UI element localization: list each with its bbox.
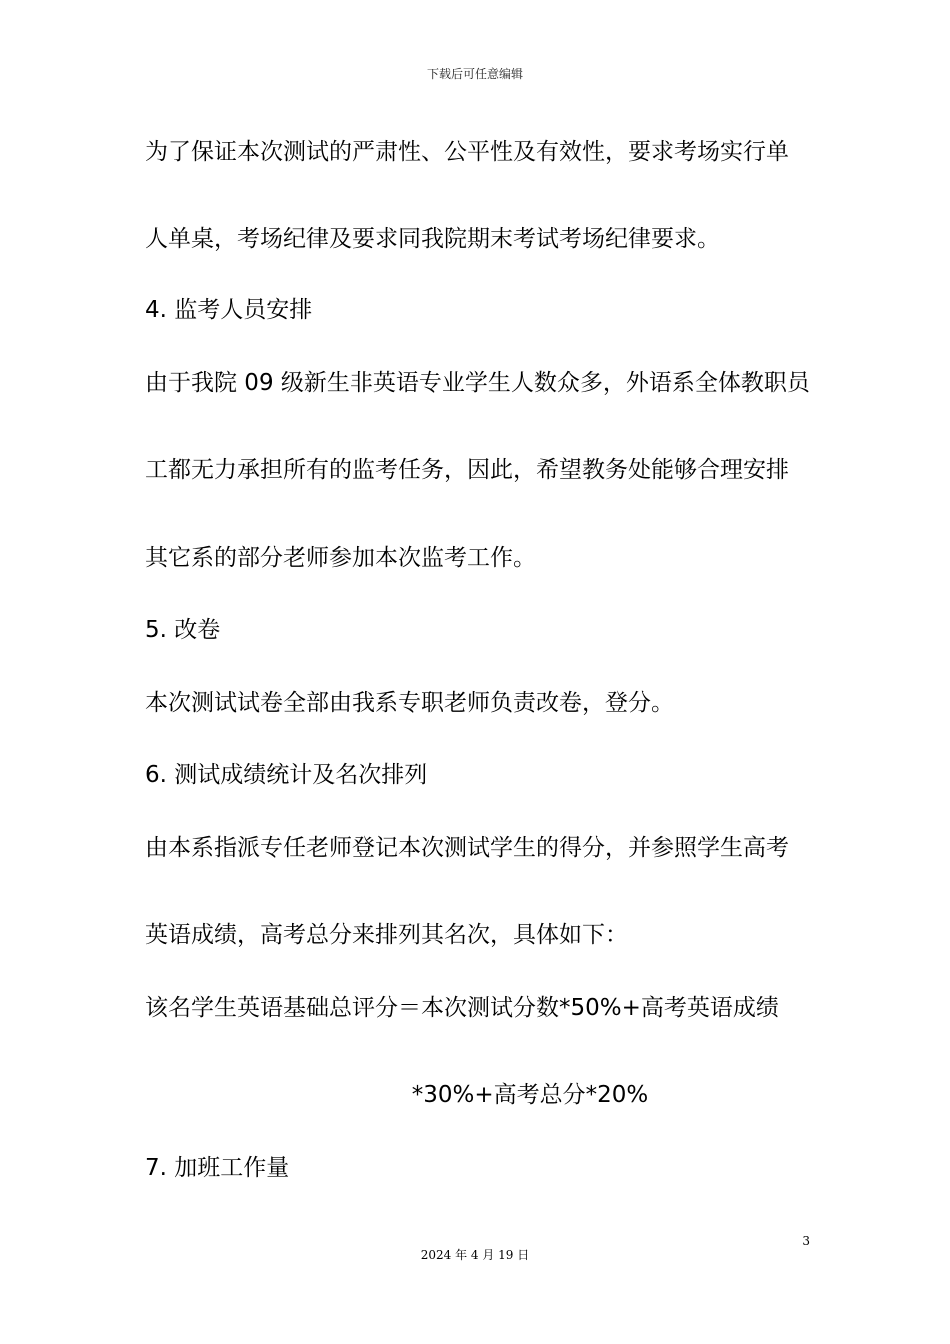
formula-line: 该名学生英语基础总评分＝本次测试分数*50%+高考英语成绩 xyxy=(145,995,779,1021)
formula-line-continued: *30%+高考总分*20% xyxy=(411,1082,649,1108)
page-number: 3 xyxy=(802,1234,810,1248)
paragraph-line: 由本系指派专任老师登记本次测试学生的得分，并参照学生高考 xyxy=(145,835,789,861)
section-heading: 7. 加班工作量 xyxy=(145,1155,290,1181)
paragraph-line: 工都无力承担所有的监考任务，因此，希望教务处能够合理安排 xyxy=(145,457,789,483)
section-heading: 6. 测试成绩统计及名次排列 xyxy=(145,762,428,788)
paragraph-line: 英语成绩，高考总分来排列其名次，具体如下： xyxy=(145,922,628,948)
paragraph-line: 为了保证本次测试的严肃性、公平性及有效性，要求考场实行单 xyxy=(145,139,789,165)
section-heading: 5. 改卷 xyxy=(145,617,221,643)
paragraph-line: 本次测试试卷全部由我系专职老师负责改卷，登分。 xyxy=(145,690,674,716)
footer-date: 2024 年 4 月 19 日 xyxy=(420,1248,530,1262)
paragraph-line: 其它系的部分老师参加本次监考工作。 xyxy=(145,545,536,571)
paragraph-line: 由于我院 09 级新生非英语专业学生人数众多，外语系全体教职员 xyxy=(145,370,810,396)
paragraph-line: 人单桌，考场纪律及要求同我院期末考试考场纪律要求。 xyxy=(145,226,720,252)
section-heading: 4. 监考人员安排 xyxy=(145,297,313,323)
page-header: 下载后可任意编辑 xyxy=(426,67,523,81)
